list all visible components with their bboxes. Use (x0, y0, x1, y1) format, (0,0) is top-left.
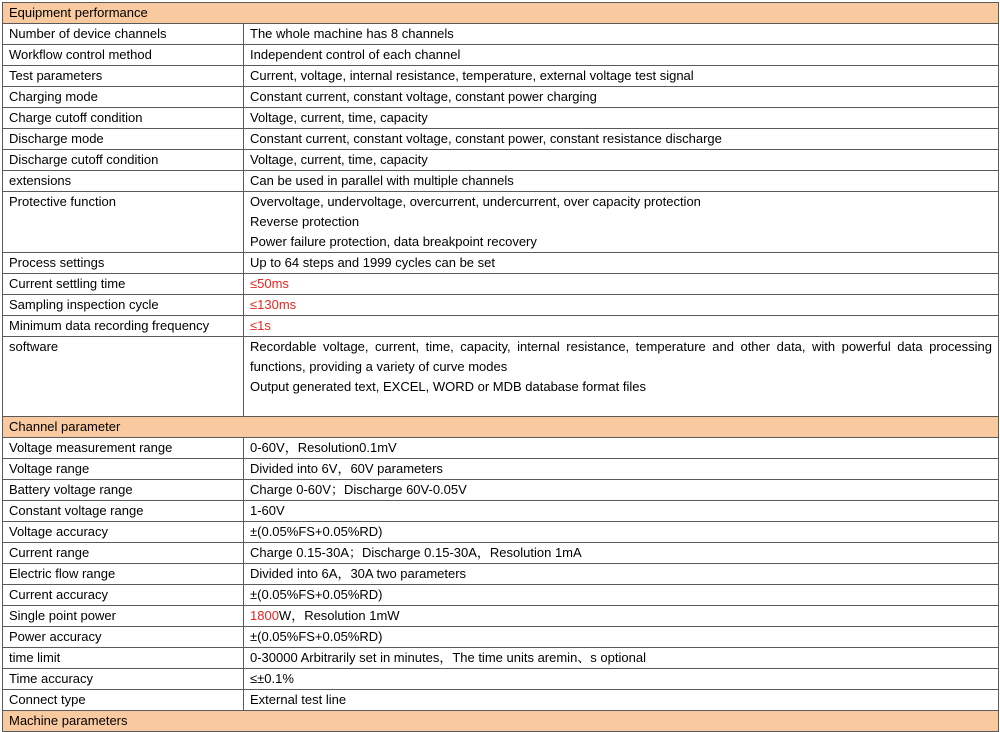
value-line: Power failure protection, data breakpoint recovery (250, 234, 537, 249)
row-value: Voltage, current, time, capacity (244, 150, 999, 171)
table-row (3, 564, 999, 585)
row-label: Electric flow range (3, 564, 244, 585)
row-value: 0-60V，Resolution0.1mV (244, 438, 999, 459)
row-label: Protective function (3, 192, 244, 253)
section-title: Channel parameter (3, 417, 999, 438)
row-label: Voltage accuracy (3, 522, 244, 543)
row-label: Discharge cutoff condition (3, 150, 244, 171)
row-label: Workflow control method (3, 45, 244, 66)
row-value: Divided into 6V，60V parameters (244, 459, 999, 480)
row-value: External test line (244, 690, 999, 711)
row-value-highlight: ≤130ms (244, 295, 999, 316)
row-label: Sampling inspection cycle (3, 295, 244, 316)
row-label: Process settings (3, 253, 244, 274)
value-line: Output generated text, EXCEL, WORD or MDB database format files (250, 379, 646, 394)
row-value: Charge 0.15-30A；Discharge 0.15-30A，Resolution 1mA (244, 543, 999, 564)
row-label: Charge cutoff condition (3, 108, 244, 129)
row-value: 1-60V (244, 501, 999, 522)
row-label: Current accuracy (3, 585, 244, 606)
table-row (3, 274, 999, 295)
row-value-highlight: ≤1s (244, 316, 999, 337)
row-label: Constant voltage range (3, 501, 244, 522)
table-row (3, 438, 999, 459)
row-label: Charging mode (3, 87, 244, 108)
row-label: extensions (3, 171, 244, 192)
row-label: Current range (3, 543, 244, 564)
table-row (3, 171, 999, 192)
table-row (3, 627, 999, 648)
row-value: Constant current, constant voltage, constant power charging (244, 87, 999, 108)
row-label: Minimum data recording frequency (3, 316, 244, 337)
table-row (3, 543, 999, 564)
table-row (3, 295, 999, 316)
row-label: Connect type (3, 690, 244, 711)
row-label: Battery voltage range (3, 480, 244, 501)
table-row (3, 253, 999, 274)
table-row (3, 192, 999, 253)
row-value: Voltage, current, time, capacity (244, 108, 999, 129)
value-line: Overvoltage, undervoltage, overcurrent, undercurrent, over capacity protection (250, 194, 701, 209)
row-value-highlight: ≤50ms (244, 274, 999, 295)
row-label: Time accuracy (3, 669, 244, 690)
table-row (3, 45, 999, 66)
section-channel (3, 417, 999, 438)
value-line: Recordable voltage, current, time, capacity, internal resistance, temperature and other data, with powerful data processing functions, providing a variety of curve modes (250, 339, 992, 374)
value-highlight: 1800 (250, 608, 279, 623)
row-label: Power accuracy (3, 627, 244, 648)
row-value: ±(0.05%FS+0.05%RD) (244, 585, 999, 606)
row-value: Up to 64 steps and 1999 cycles can be set (244, 253, 999, 274)
row-value: ±(0.05%FS+0.05%RD) (244, 627, 999, 648)
row-value: Independent control of each channel (244, 45, 999, 66)
row-value: 0-30000 Arbitrarily set in minutes，The time units aremin、s optional (244, 648, 999, 669)
row-label: Current settling time (3, 274, 244, 295)
row-value: The whole machine has 8 channels (244, 24, 999, 45)
row-value: Constant current, constant voltage, constant power, constant resistance discharge (244, 129, 999, 150)
row-value: Charge 0-60V；Discharge 60V-0.05V (244, 480, 999, 501)
section-equipment (3, 3, 999, 24)
table-row (3, 669, 999, 690)
value-text: W，Resolution 1mW (278, 608, 400, 623)
table-row (3, 66, 999, 87)
table-row (3, 690, 999, 711)
row-label: Voltage range (3, 459, 244, 480)
row-label: Test parameters (3, 66, 244, 87)
row-value (244, 606, 999, 627)
row-label: Number of device channels (3, 24, 244, 45)
table-row (3, 459, 999, 480)
row-value: ±(0.05%FS+0.05%RD) (244, 522, 999, 543)
row-value: ≤±0.1% (244, 669, 999, 690)
table-row (3, 606, 999, 627)
row-label: time limit (3, 648, 244, 669)
row-value: Current, voltage, internal resistance, temperature, external voltage test signal (244, 66, 999, 87)
table-row (3, 480, 999, 501)
table-row (3, 316, 999, 337)
table-row (3, 585, 999, 606)
row-label: Voltage measurement range (3, 438, 244, 459)
spec-table (2, 2, 999, 732)
row-value: Can be used in parallel with multiple channels (244, 171, 999, 192)
value-line: Reverse protection (250, 214, 360, 229)
table-row (3, 337, 999, 417)
table-row (3, 648, 999, 669)
table-row (3, 24, 999, 45)
table-row (3, 522, 999, 543)
table-row (3, 150, 999, 171)
table-row (3, 108, 999, 129)
table-row (3, 501, 999, 522)
row-label: software (3, 337, 244, 417)
section-title: Equipment performance (3, 3, 999, 24)
row-label: Single point power (3, 606, 244, 627)
row-value: Divided into 6A，30A two parameters (244, 564, 999, 585)
section-title: Machine parameters (3, 711, 999, 732)
row-value-multiline (244, 337, 999, 417)
table-row (3, 87, 999, 108)
table-row (3, 129, 999, 150)
row-value-multiline (244, 192, 999, 253)
row-label: Discharge mode (3, 129, 244, 150)
